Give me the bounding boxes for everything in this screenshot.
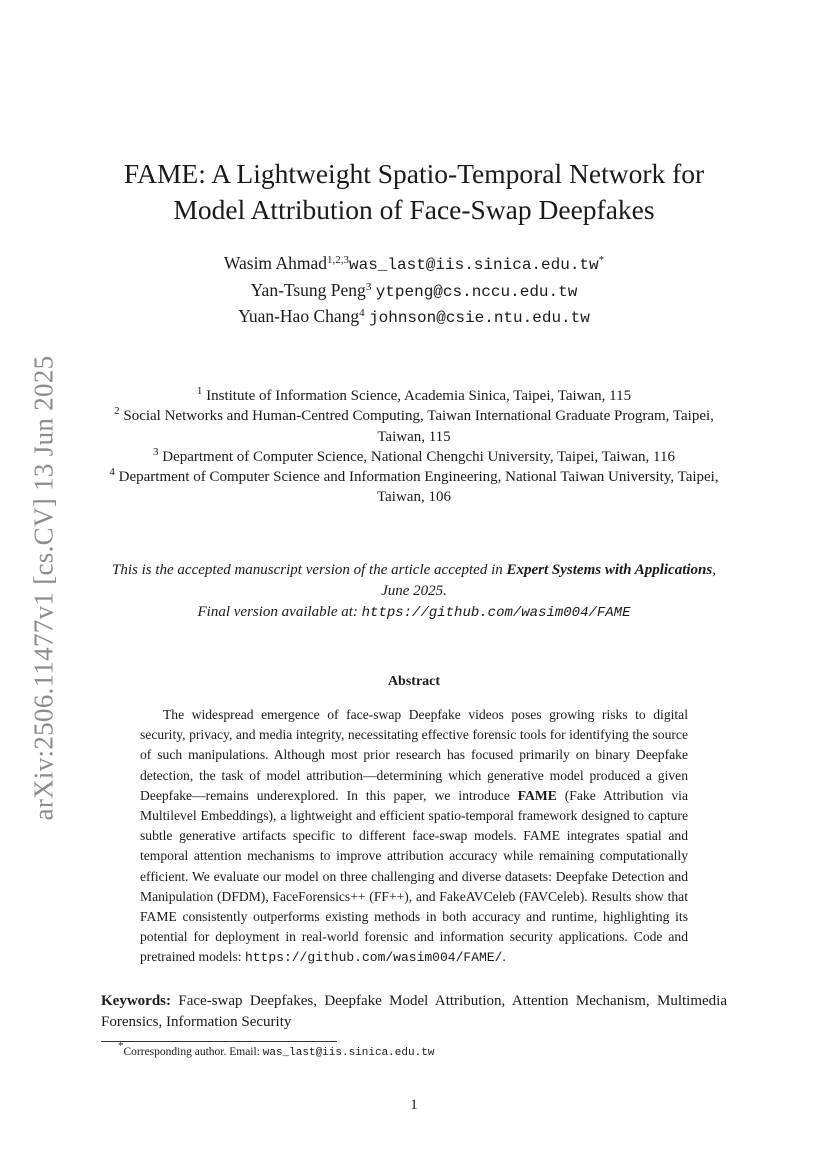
author-name: Yuan-Hao Chang xyxy=(238,306,360,326)
page-number: 1 xyxy=(410,1097,418,1113)
code-link[interactable]: https://github.com/wasim004/FAME/ xyxy=(244,950,503,966)
affiliation-item xyxy=(96,386,732,406)
title-line-1: FAME: A Lightweight Spatio-Temporal Network for xyxy=(123,158,705,189)
note-suffix: , June 2025. xyxy=(381,562,716,599)
affiliation-item xyxy=(96,406,732,447)
arxiv-identifier: arXiv:2506.11477v1 [cs.CV] 13 Jun 2025 xyxy=(28,355,59,821)
abstract-end: . xyxy=(502,949,506,965)
footnote-mark: * xyxy=(118,1040,124,1052)
affiliation-text: Institute of Information Science, Academia Sinica, Taipei, Taiwan, 115 xyxy=(206,388,632,404)
author-list xyxy=(0,251,828,331)
author-name: Yan-Tsung Peng xyxy=(250,279,366,300)
abstract-heading: Abstract xyxy=(387,674,441,689)
abstract-body xyxy=(140,705,688,969)
journal-name: Expert Systems with Applications xyxy=(506,562,713,578)
affiliation-number: 1 xyxy=(196,385,203,397)
footnote-divider xyxy=(101,1041,337,1042)
affiliation-item xyxy=(96,467,732,508)
affiliation-number: 2 xyxy=(114,405,120,418)
final-version-label: Final version available at: xyxy=(197,604,358,620)
final-version-link[interactable]: https://github.com/wasim004/FAME xyxy=(361,605,631,621)
footnote-text: Corresponding author. Email: xyxy=(123,1046,260,1058)
affiliation-number: 4 xyxy=(109,466,115,479)
author-row xyxy=(0,251,828,278)
author-affil-marker: 1,2,3 xyxy=(326,254,349,266)
affiliation-list xyxy=(96,386,732,508)
paper-title xyxy=(0,156,828,228)
author-email[interactable]: johnson@csie.ntu.edu.tw xyxy=(369,309,590,327)
affiliation-item xyxy=(96,447,732,467)
affiliation-number: 3 xyxy=(152,445,159,458)
abstract-text-part1: The widespread emergence of face-swap Deepfake videos poses growing risks to digital security, privacy, and media integrity, necessitating effective forensic tools for identifying the source of such manipulations. Although most prior research has focused primarily on binary Deepfake detection, the task of model attribution—determining which generative model produced a given Deepfake—remains underexplored. In this paper, we introduce xyxy=(140,707,688,803)
author-email[interactable]: ytpeng@cs.nccu.edu.tw xyxy=(375,282,578,301)
keywords-label: Keywords: xyxy=(101,993,171,1009)
footnote-email[interactable]: was_last@iis.sinica.edu.tw xyxy=(262,1047,435,1059)
author-email[interactable]: was_last@iis.sinica.edu.tw xyxy=(348,256,599,274)
affiliation-text: Department of Computer Science, National Chengchi University, Taipei, Taiwan, 116 xyxy=(162,448,676,465)
final-version-line xyxy=(96,602,732,624)
author-row xyxy=(0,304,828,331)
author-row xyxy=(0,278,828,305)
acceptance-statement xyxy=(96,560,732,602)
author-affil-marker: 3 xyxy=(365,280,372,293)
abstract-text-part2: (Fake Attribution via Multilevel Embeddings), a lightweight and efficient spatio-temporal framework designed to capture subtle generative artifacts specific to different face-swap models. FAME integrates spatial and temporal attention mechanisms to improve attribution accuracy while remaining computationally efficient. We evaluate our model on three challenging and diverse datasets: Deepfake Detection and Manipulation (DFDM), FaceForensics++ (FF++), and FakeAVCeleb (FAVCeleb). Results show that FAME consistently outperforms existing methods in both accuracy and runtime, highlighting its potential for deployment in real-world forensic and information security applications. Code and pretrained models: xyxy=(140,787,688,965)
abstract-bold-term: FAME xyxy=(517,787,557,803)
author-affil-marker: 4 xyxy=(359,307,365,319)
affiliation-text: Social Networks and Human-Centred Computing, Taiwan International Graduate Program, Taipei, Taiwan, 115 xyxy=(123,408,714,445)
keywords-text: Face-swap Deepfakes, Deepfake Model Attribution, Attention Mechanism, Multimedia Forensics, Information Security xyxy=(101,993,728,1030)
note-prefix: This is the accepted manuscript version of the article accepted in xyxy=(112,562,503,578)
title-line-2: Model Attribution of Face-Swap Deepfakes xyxy=(173,194,655,225)
footnote xyxy=(118,1040,435,1061)
manuscript-note xyxy=(96,560,732,624)
keywords-section xyxy=(101,991,727,1033)
affiliation-text: Department of Computer Science and Information Engineering, National Taiwan University, Taipei, Taiwan, 106 xyxy=(118,469,719,506)
author-name: Wasim Ahmad xyxy=(223,253,327,273)
corresponding-marker: * xyxy=(598,254,605,266)
